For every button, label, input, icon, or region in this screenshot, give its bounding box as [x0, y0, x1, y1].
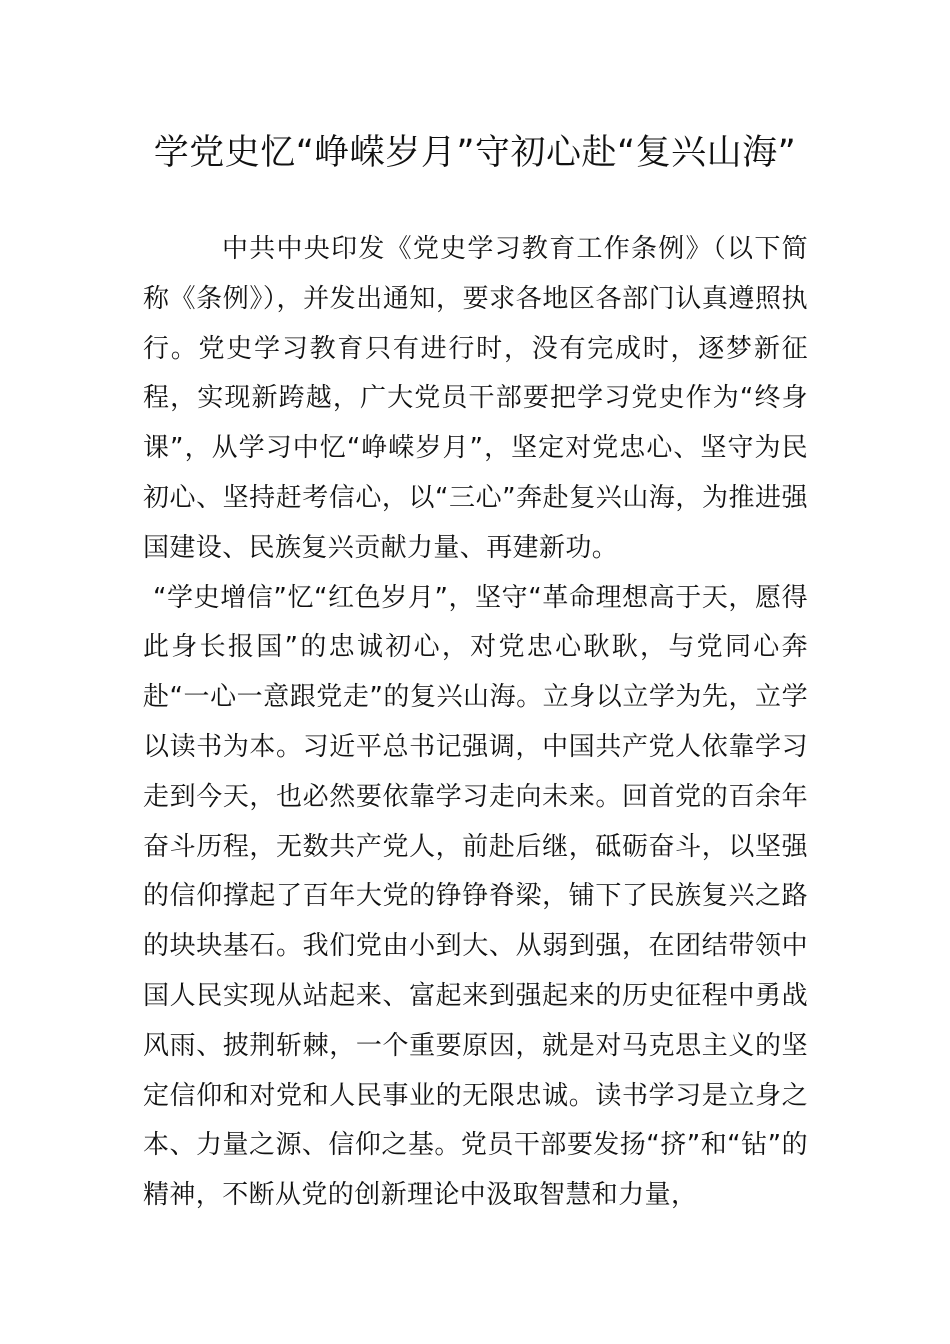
document-body [143, 225, 808, 1221]
document-title: 学党史忆“峥嵘岁月”守初心赴“复兴山海” [153, 133, 797, 173]
paragraph-intro: 中共中央印发《党史学习教育工作条例》（以下简称《条例》），并发出通知，要求各地区各部门认真遵照执行。党史学习教育只有进行时，没有完成时，逐梦新征程，实现新跨越，广大党员干部要把学习党史作为“终身课”，从学习中忆“峥嵘岁月”，坚定对党忠心、坚守为民初心、坚持赶考信心，以“三心”奔赴复兴山海，为推进强国建设、民族复兴贡献力量、再建新功。 [143, 234, 808, 563]
paragraph-study-history: “学史增信”忆“红色岁月”，坚守“革命理想高于天，愿得此身长报国”的忠诚初心，对党忠心耿耿，与党同心奔赴“一心一意跟党走”的复兴山海。立身以立学为先，立学以读书为本。习近平总书记强调，中国共产党人依靠学习走到今天，也必然要依靠学习走向未来。回首党的百余年奋斗历程，无数共产党人，前赴后继，砥砺奋斗，以坚强的信仰撑起了百年大党的铮铮脊梁，铺下了民族复兴之路的块块基石。我们党由小到大、从弱到强，在团结带领中国人民实现从站起来、富起来到强起来的历史征程中勇战风雨、披荆斩棘，一个重要原因，就是对马克思主义的坚定信仰和对党和人民事业的无限忠诚。读书学习是立身之本、力量之源、信仰之基。党员干部要发扬“挤”和“钻”的精神，不断从党的创新理论中汲取智慧和力量， [143, 582, 808, 1211]
